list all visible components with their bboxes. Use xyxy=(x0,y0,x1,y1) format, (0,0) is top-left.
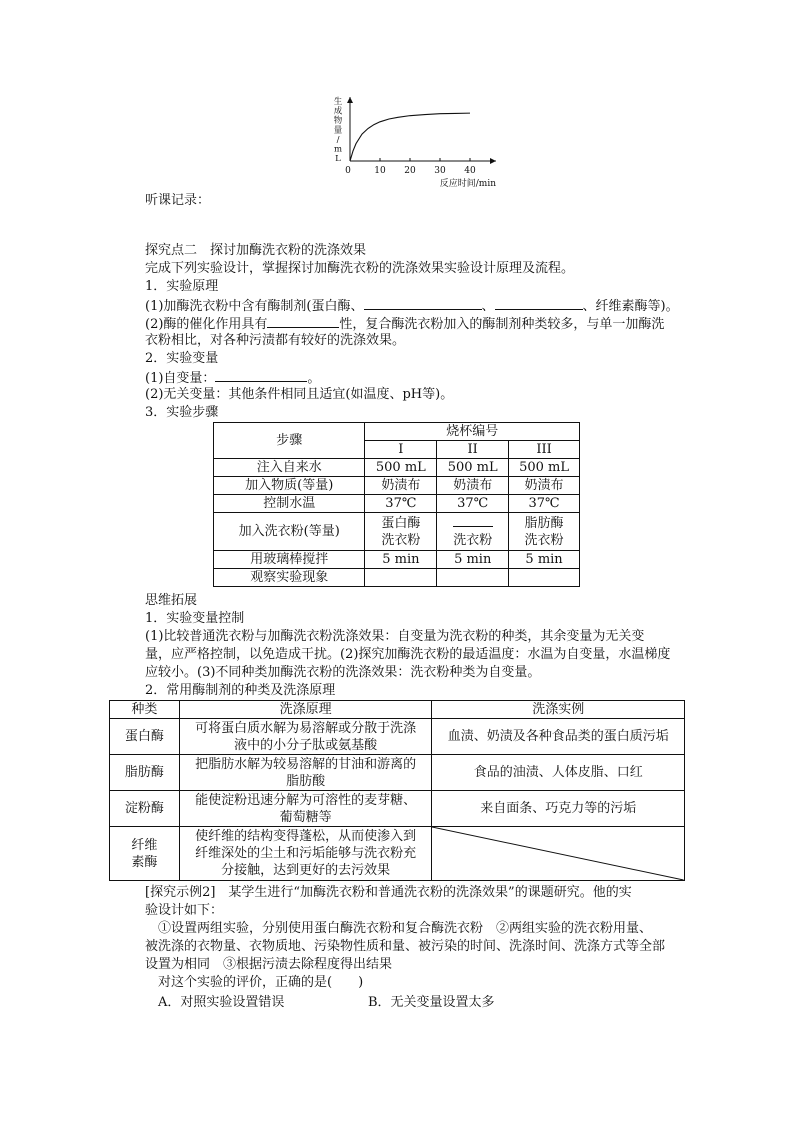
answer-blank[interactable] xyxy=(215,368,307,382)
beaker-col: III xyxy=(509,441,580,459)
table-cell xyxy=(365,569,437,587)
steps-heading: 3．实验步骤 xyxy=(145,405,219,420)
thinking-subheading-1: 1．实验变量控制 xyxy=(145,611,245,626)
y-axis-label: 生成物量/ m L xyxy=(333,97,343,164)
enzyme-name: 蛋白酶 xyxy=(110,719,180,755)
x-tick-label: 40 xyxy=(464,166,476,176)
x-tick-label: 20 xyxy=(404,166,416,176)
table-cell: 500 mL xyxy=(365,459,437,477)
option-b[interactable]: B．无关变量设置太多 xyxy=(368,995,495,1010)
table-cell: 奶渍布 xyxy=(509,477,580,495)
table-cell: 37℃ xyxy=(509,495,580,513)
table-cell xyxy=(437,569,509,587)
enzyme-example: 来自面条、巧克力等的污垢 xyxy=(432,791,685,827)
table-row xyxy=(214,477,580,495)
table-header: 洗涤实例 xyxy=(432,701,685,719)
beaker-col: II xyxy=(437,441,509,459)
step-header: 步骤 xyxy=(214,423,365,459)
example-line-3: ①设置两组实验，分别使用蛋白酶洗衣粉和复合酶洗衣粉 ②两组实验的洗衣粉用量、 xyxy=(158,921,653,936)
x-tick-label: 0 xyxy=(345,166,351,176)
table-cell: 脂肪酶 洗衣粉 xyxy=(509,513,580,551)
thinking-line-1: (1)比较普通洗衣粉与加酶洗衣粉洗涤效果：自变量为洗衣粉的种类，其余变量为无关变 xyxy=(145,629,645,644)
answer-blank[interactable] xyxy=(495,296,583,310)
principle-line-3: 衣粉相比，对各种污渍都有较好的洗涤效果。 xyxy=(145,333,406,348)
step-label: 加入物质(等量) xyxy=(214,477,365,495)
table-cell: 37℃ xyxy=(437,495,509,513)
product-time-chart xyxy=(330,95,505,190)
thinking-subheading-2: 2．常用酶制剂的种类及洗涤原理 xyxy=(145,683,336,698)
principle-line-1: (1)加酶洗衣粉中含有酶制剂(蛋白酶、 、 、纤维素酶等)。 xyxy=(145,296,679,316)
table-row xyxy=(110,791,685,827)
table-cell: 奶渍布 xyxy=(365,477,437,495)
enzyme-name: 淀粉酶 xyxy=(110,791,180,827)
step-label: 用玻璃棒搅拌 xyxy=(214,551,365,569)
enzyme-name: 纤维 素酶 xyxy=(110,827,180,881)
answer-blank[interactable] xyxy=(453,514,493,527)
thinking-heading: 思维拓展 xyxy=(145,593,198,608)
beaker-col: I xyxy=(365,441,437,459)
example-line-2: 验设计如下： xyxy=(145,903,224,918)
table-cell: 5 min xyxy=(509,551,580,569)
table-row xyxy=(110,701,685,719)
table-cell: 洗衣粉 xyxy=(437,513,509,551)
steps-table xyxy=(213,422,580,587)
section-intro: 完成下列实验设计，掌握探讨加酶洗衣粉的洗涤效果实验设计原理及流程。 xyxy=(145,261,575,276)
table-cell xyxy=(509,569,580,587)
table-cell: 500 mL xyxy=(437,459,509,477)
series-line xyxy=(350,113,470,161)
x-axis-arrow xyxy=(490,158,496,164)
step-label: 控制水温 xyxy=(214,495,365,513)
enzyme-principle: 把脂肪水解为较易溶解的甘油和游离的 脂肪酸 xyxy=(179,755,432,791)
enzyme-example: 食品的油渍、人体皮脂、口红 xyxy=(432,755,685,791)
table-cell: 蛋白酶 洗衣粉 xyxy=(365,513,437,551)
enzyme-principle: 使纤维的结构变得蓬松，从而使渗入到 纤维深处的尘土和污垢能够与洗衣粉充 分接触，达到更好的去污效果 xyxy=(179,827,432,881)
step-label: 加入洗衣粉(等量) xyxy=(214,513,365,551)
table-row xyxy=(110,827,685,881)
section-title: 探究点二 探讨加酶洗衣粉的洗涤效果 xyxy=(145,243,367,258)
table-row xyxy=(214,423,580,441)
x-axis-label: 反应时间/min xyxy=(439,179,496,189)
enzyme-principle: 可将蛋白质水解为易溶解或分散于洗涤 液中的小分子肽或氨基酸 xyxy=(179,719,432,755)
table-row xyxy=(214,513,580,551)
listen-record-label: 听课记录： xyxy=(145,193,211,208)
thinking-line-2: 量，应严格控制，以免造成干扰。(2)探究加酶洗衣粉的最适温度：水温为自变量，水温梯度 xyxy=(145,647,671,662)
example-question: 对这个实验的评价，正确的是( ) xyxy=(158,975,364,990)
table-cell: 5 min xyxy=(437,551,509,569)
example-line-4: 被洗涤的衣物量、衣物质地、污染物性质和量、被污染的时间、洗涤时间、洗涤方式等全部 xyxy=(145,939,666,954)
table-cell: 500 mL xyxy=(509,459,580,477)
enzyme-example: 血渍、奶渍及各种食品类的蛋白质污垢 xyxy=(432,719,685,755)
x-tick-label: 30 xyxy=(434,166,446,176)
independent-variable-line: (1)自变量： 。 xyxy=(145,368,320,388)
enzyme-name: 脂肪酶 xyxy=(110,755,180,791)
empty-diagonal-cell xyxy=(432,827,685,881)
table-cell: 5 min xyxy=(365,551,437,569)
option-a[interactable]: A．对照实验设置错误 xyxy=(158,995,285,1010)
example-line-5: 设置为相同 ③根据污渍去除程度得出结果 xyxy=(145,957,393,972)
table-header: 种类 xyxy=(110,701,180,719)
thinking-line-3: 应较小。(3)不同种类加酶洗衣粉的洗涤效果：洗衣粉种类为自变量。 xyxy=(145,665,541,680)
table-row xyxy=(110,719,685,755)
example-line-1: [探究示例2] 某学生进行“加酶洗衣粉和普通洗衣粉的洗涤效果”的课题研究。他的实 xyxy=(145,885,632,900)
enzyme-table xyxy=(109,700,685,881)
diagonal-line xyxy=(432,827,684,880)
irrelevant-variable-line: (2)无关变量：其他条件相同且适宜(如温度、pH等)。 xyxy=(145,387,454,402)
variables-heading: 2．实验变量 xyxy=(145,351,219,366)
step-label: 注入自来水 xyxy=(214,459,365,477)
answer-blank[interactable] xyxy=(267,314,339,328)
enzyme-principle: 能使淀粉迅速分解为可溶性的麦芽糖、 葡萄糖等 xyxy=(179,791,432,827)
answer-blank[interactable] xyxy=(364,296,482,310)
x-tick-label: 10 xyxy=(374,166,386,176)
principle-heading: 1．实验原理 xyxy=(145,279,219,294)
table-cell: 37℃ xyxy=(365,495,437,513)
beaker-header: 烧杯编号 xyxy=(365,423,580,441)
step-label: 观察实验现象 xyxy=(214,569,365,587)
table-row xyxy=(110,755,685,791)
table-header: 洗涤原理 xyxy=(179,701,432,719)
y-axis-arrow xyxy=(347,97,353,103)
table-row xyxy=(214,495,580,513)
table-row xyxy=(214,459,580,477)
table-cell: 奶渍布 xyxy=(437,477,509,495)
principle-line-2: (2)酶的催化作用具有 性，复合酶洗衣粉加入的酶制剂种类较多，与单一加酶洗 xyxy=(145,314,664,334)
table-row xyxy=(214,569,580,587)
table-row xyxy=(214,551,580,569)
